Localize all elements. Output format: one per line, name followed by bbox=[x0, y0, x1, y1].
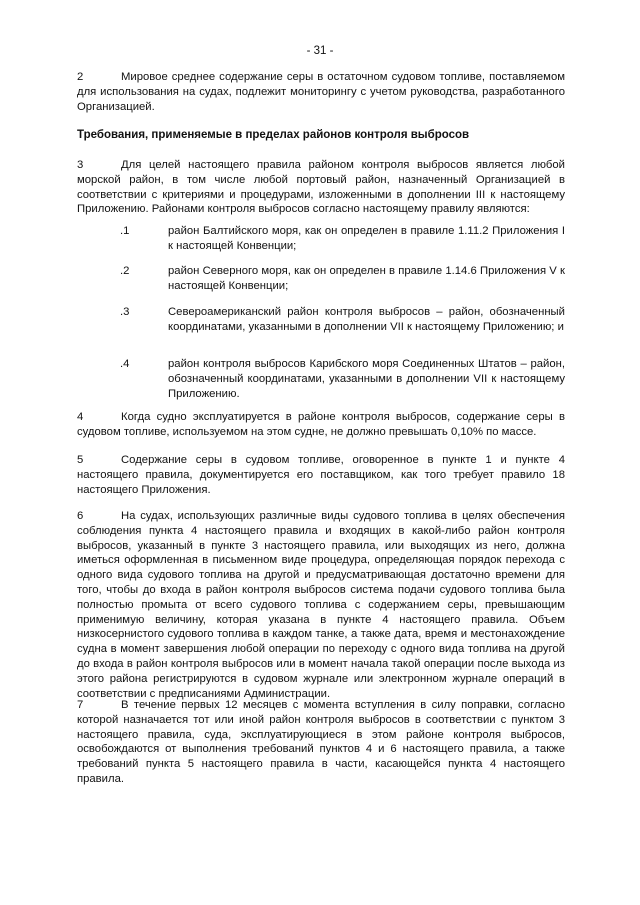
subitem-text: Североамериканский район контроля выбросов – район, обозначенный координатами, указанными в дополнении VII к настоящему Приложению; и bbox=[168, 306, 565, 333]
subitem-number: .3 bbox=[120, 306, 130, 318]
paragraph-3: 3 Для целей настоящего правила районом контроля выбросов является любой морской район, в том числе любой портовый район, назначенный Организацией в соответствии с критериями и процедурами, изложенными в дополнении III к настоящему Приложению. Районами контроля выбросов согласно настоящему правилу являются: bbox=[77, 159, 565, 216]
paragraph-5: 5 Содержание серы в судовом топливе, оговоренное в пункте 1 и пункте 4 настоящего правила, документируется его поставщиком, как того требует правило 18 настоящего Приложения. bbox=[77, 454, 565, 496]
subitem-number: .4 bbox=[120, 358, 130, 370]
subitem-text: район контроля выбросов Карибского моря Соединенных Штатов – район, обозначенный координатами, указанными в дополнении VII к настоящему Приложению. bbox=[168, 358, 565, 400]
paragraph-text: Содержание серы в судовом топливе, оговоренное в пункте 1 и пункте 4 настоящего правила, документируется его поставщиком, как того требует правило 18 настоящего Приложения. bbox=[77, 454, 565, 496]
paragraph-2: 2 Мировое среднее содержание серы в остаточном судовом топливе, поставляемом для использования на судах, подлежит мониторингу с учетом руководства, разработанного Организацией. bbox=[77, 71, 565, 113]
subitem-text: район Балтийского моря, как он определен в правиле 1.11.2 Приложения I к настоящей Конвенции; bbox=[168, 225, 565, 252]
paragraph-6: 6 На судах, использующих различные виды судового топлива в целях обеспечения соблюдения пункта 4 настоящего правила и входящих в какой-либо район контроля выбросов, указанный в пункте 3 настоящего правила, или выходящих из него, должна иметься оформленная в письменном виде процедура, определяющая порядок перехода с одного вида судового топлива на другой и предусматривающая достаточно времени для того, чтобы до входа в район контроля выбросов система подачи судового топлива была полностью промыта от всего судового топлива с содержанием серы, превышающим применимую величину, которая указана в пункте 4 настоящего правила. Объем низкосернистого судового топлива в каждом танке, а также дата, время и местонахождение судна в момент завершения любой операции по переходу с одного вида топлива на другой до входа в район контроля выбросов или в момент начала такой операции после выхода из этого района регистрируются в судовом журнале или электронном журнале операций в соответствии с предписаниями Администрации. bbox=[77, 510, 565, 700]
page-number: - 31 - bbox=[306, 45, 334, 57]
subitem-number: .2 bbox=[120, 265, 130, 277]
section-heading: Требования, применяемые в пределах районов контроля выбросов bbox=[77, 129, 470, 141]
subitem-text: район Северного моря, как он определен в правиле 1.14.6 Приложения V к настоящей Конвенции; bbox=[168, 265, 565, 292]
paragraph-text: В течение первых 12 месяцев с момента вступления в силу поправки, согласно которой назначается тот или иной район контроля выбросов в соответствии с пунктом 3 настоящего правила, суда, эксплуатирующиеся в этом районе контроля выбросов, освобождаются от выполнения требований пунктов 4 и 6 настоящего правила, а также требований пункта 5 настоящего правила в части, касающейся пункта 4 настоящего правила. bbox=[77, 699, 565, 785]
paragraph-text: Когда судно эксплуатируется в районе контроля выбросов, содержание серы в судовом топливе, используемом на этом судне, не должно превышать 0,10% по массе. bbox=[77, 411, 565, 438]
paragraph-4: 4 Когда судно эксплуатируется в районе контроля выбросов, содержание серы в судовом топливе, используемом на этом судне, не должно превышать 0,10% по массе. bbox=[77, 411, 565, 438]
paragraph-text: Для целей настоящего правила районом контроля выбросов является любой морской район, в том числе любой портовый район, назначенный Организацией в соответствии с критериями и процедурами, изложенными в дополнении III к настоящему Приложению. Районами контроля выбросов согласно настоящему правилу являются: bbox=[77, 159, 565, 216]
paragraph-text: На судах, использующих различные виды судового топлива в целях обеспечения соблюдения пункта 4 настоящего правила и входящих в какой-либо район контроля выбросов, указанный в пункте 3 настоящего правила, или выходящих из него, должна иметься оформленная в письменном виде процедура, определяющая порядок перехода с одного вида судового топлива на другой и предусматривающая достаточно времени для того, чтобы до входа в район контроля выбросов система подачи судового топлива была полностью промыта от всего судового топлива с содержанием серы, превышающим применимую величину, которая указана в пункте 4 настоящего правила. Объем низкосернистого судового топлива в каждом танке, а также дата, время и местонахождение судна в момент завершения любой операции по переходу с одного вида топлива на другой до входа в район контроля выбросов или в момент начала такой операции после выхода из этого района регистрируются в судовом журнале или электронном журнале операций в соответствии с предписаниями Администрации. bbox=[77, 510, 565, 700]
subitem-number: .1 bbox=[120, 225, 130, 237]
paragraph-text: Мировое среднее содержание серы в остаточном судовом топливе, поставляемом для использования на судах, подлежит мониторингу с учетом руководства, разработанного Организацией. bbox=[77, 71, 565, 113]
paragraph-7: 7 В течение первых 12 месяцев с момента вступления в силу поправки, согласно которой назначается тот или иной район контроля выбросов в соответствии с пунктом 3 настоящего правила, суда, эксплуатирующиеся в этом районе контроля выбросов, освобождаются от выполнения требований пунктов 4 и 6 настоящего правила, а также требований пункта 5 настоящего правила в части, касающейся пункта 4 настоящего правила. bbox=[77, 699, 565, 785]
